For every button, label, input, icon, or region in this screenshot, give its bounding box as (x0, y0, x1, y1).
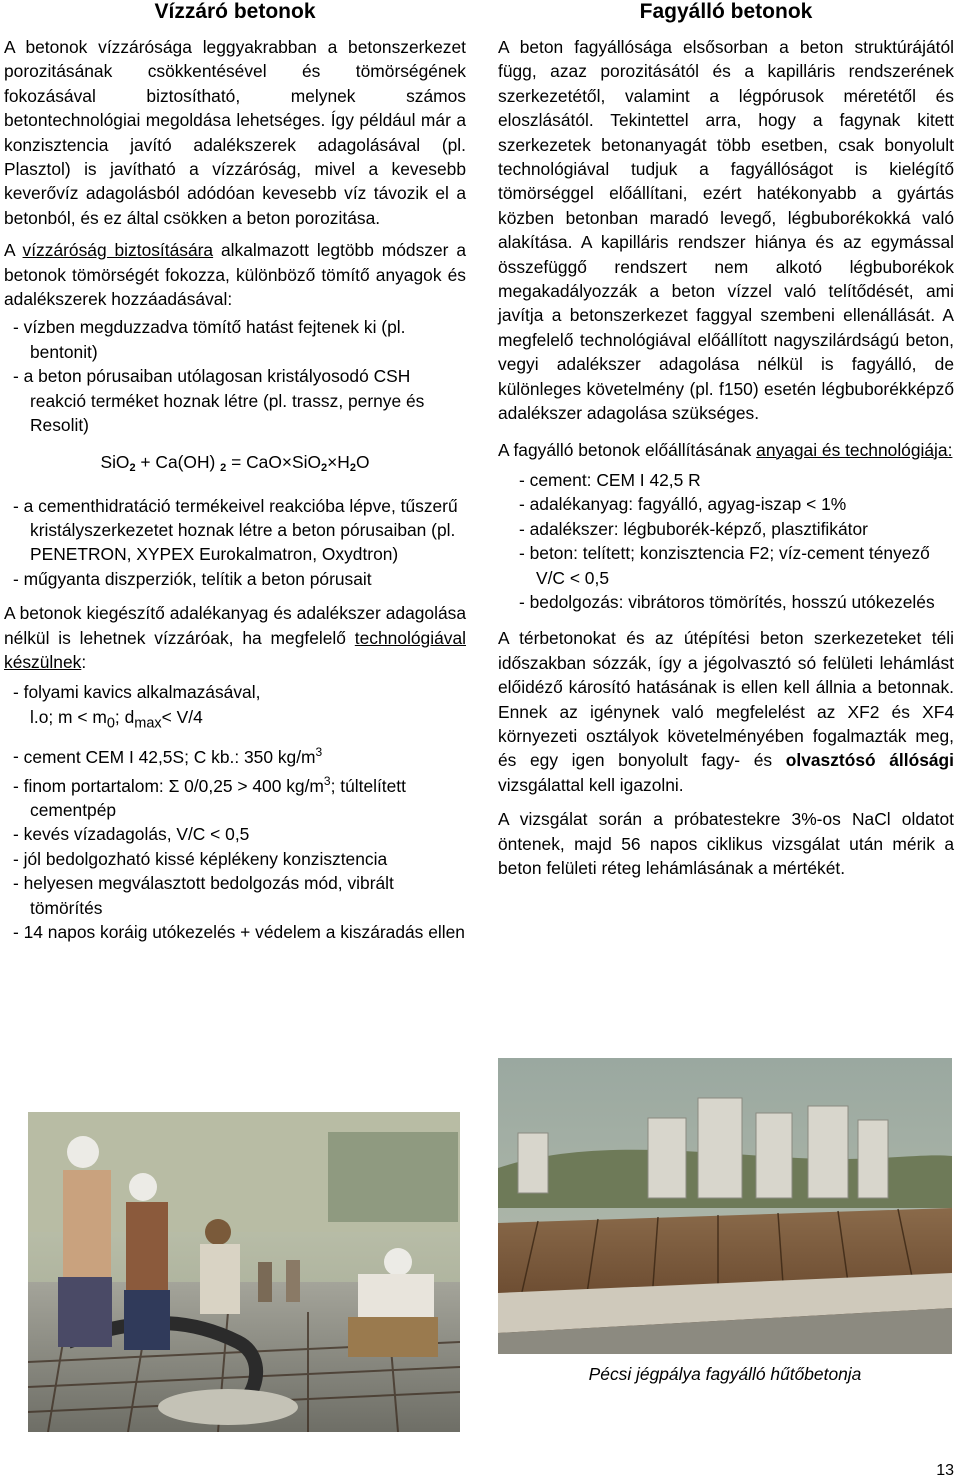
list-item: - adalékanyag: fagyálló, agyag-iszap < 1% (498, 492, 954, 516)
list-item: - vízben megduzzadva tömítő hatást fejtenek ki (pl. bentonit) (4, 315, 466, 364)
methods-list (4, 315, 466, 437)
technology-list (4, 680, 466, 944)
underlined-term: anyagai és technológiája: (756, 439, 953, 460)
list-item: - cement: CEM I 42,5 R (498, 468, 954, 492)
photo-concrete-pouring (28, 1112, 460, 1432)
photo-concrete-pouring-image (28, 1112, 460, 1432)
list-item: - kevés vízadagolás, V/C < 0,5 (4, 822, 466, 846)
section-title-vizzaro: Vízzáró betonok (154, 0, 316, 23)
chemical-formula: SiO$_2$ + Ca(OH) $_2 = CaO\times SiO_2\times H_2O$ (100, 451, 370, 474)
page-number: 13 (936, 1462, 954, 1479)
underlined-term: vízzáróság biztosítására (22, 240, 214, 261)
list-item: - folyami kavics alkalmazásával, l.o; $m < m_0$; $d_{max}< V/4$ (4, 680, 466, 735)
paragraph-intro: A betonok vízzárósága leggyakrabban a betonszerkezet porozitásának csökkentésével és tömörségének fokozásával biztosítható, melynek számos betontechnológiai megoldása lehetséges. Így például már a konzisztencia javító adalékszerek adagolásával (pl. Plasztol) is javítható a vízzáróság, mivel a kevesebb keverővíz adagolásból adódóan kevesebb víz távozik el a betonból, és ez által csökken a beton porozitása. (4, 37, 466, 228)
list-item: - beton: telített; konzisztencia F2; víz-cement tényező V/C < 0,5 (498, 541, 954, 590)
paragraph-deicing: A térbetonokat és az útépítési beton szerkezeteket téli időszakban sózzák, így a jégolvasztó só felületi lehámlást előidéző károsító hatásának is ellen kell állnia a betonnak. Ennek az igénynek való megfelelést az XF2 és XF4 környezeti osztályok követelményében fogalmazták meg, és egy igen bonyolult fagy- és olvasztósó állósági vizsgálattal kell igazolni. (498, 628, 954, 795)
photo-ice-rink (498, 1058, 952, 1354)
photo-caption: Pécsi jégpálya fagyálló hűtőbetonja (588, 1364, 862, 1384)
list-item: - helyesen megválasztott bedolgozás mód, vibrált tömörítés (4, 871, 466, 920)
section-title-fagyallo: Fagyálló betonok (639, 0, 813, 23)
materials-list (498, 468, 954, 614)
list-item: - finom portartalom: Σ 0/0,25 > 400 $kg/m^3$; túltelített cementpép (4, 769, 466, 823)
paragraph-test: A vizsgálat során a próbatestekre 3%-os NaCl oldatot öntenek, majd 56 napos ciklikus vizsgálat után mérik a beton felületi réteg lehámlásának a mértékét. (498, 809, 954, 878)
paragraph-methods: A vízzáróság biztosítására alkalmazott legtöbb módszer a betonok tömörségét fokozza, különböző tömítő anyagok és adalékszerek hozzáadásával: (4, 240, 466, 310)
left-column (4, 0, 466, 944)
right-column (498, 0, 954, 880)
methods-list-continued (4, 494, 466, 592)
paragraph-materials: A fagyálló betonok előállításának anyagai és technológiája: (498, 439, 953, 460)
photo-ice-rink-image (498, 1058, 952, 1354)
bold-term: olvasztósó állósági (785, 750, 954, 771)
underlined-term: technológiával készülnek (4, 627, 466, 672)
list-item: - a cementhidratáció termékeivel reakcióba lépve, tűszerű kristályszerkezetet hoznak létre a beton pórusaiban (pl. PENETRON, XYPEX Eurokalmatron, Oxydtron) (4, 494, 466, 567)
list-item: - bedolgozás: vibrátoros tömörítés, hosszú utókezelés (498, 590, 954, 614)
list-item: - adalékszer: légbuborék-képző, plasztifikátor (498, 517, 954, 541)
list-item: - cement CEM I 42,5S; C kb.: 350 $kg/m^3$ (4, 740, 466, 769)
list-item: - 14 napos koráig utókezelés + védelem a kiszáradás ellen (4, 920, 466, 944)
list-item: - a beton pórusaiban utólagosan kristályosodó CSH reakció terméket hoznak létre (pl. trassz, pernye és Resolit) (4, 364, 466, 437)
paragraph-technology: A betonok kiegészítő adalékanyag és adalékszer adagolása nélkül is lehetnek vízzáróak, ha megfelelő technológiával készülnek: (4, 603, 466, 672)
list-item: - műgyanta diszperziók, telítik a beton pórusait (4, 567, 466, 591)
paragraph-frost-intro: A beton fagyállósága elsősorban a beton struktúrájától függ, azaz porozitásától és a kapilláris rendszerének szerkezetétől, valamint a légpórusok méretétől és eloszlásától. Tekintettel arra, hogy a fagynak kitett szerkezetek betonanyagát több esetben, csak bonyolult technológiával tudjuk a fagyállóságot is kielégítő tömörséggel előállítani, ezért hatékonyabb a gyártás közben betonban maradó levegő, légbuborékokká való alakítása. A kapilláris rendszer hiánya és az egymással összefüggő rendszert nem alkotó légbuborékok megakadályozzák a beton vízzel való telítődését, ami javítja a betonszerkezet faggyal szembeni ellenállását. A megfelelő technológiával előállított nagyszilárdságú beton, vegyi adalékszer adagolása nélkül is fagyálló, de különleges követelmény (pl. f150) esetén légbuborékképző adalékszer adagolása szükséges. (498, 37, 954, 424)
list-item: - jól bedolgozható kissé képlékeny konzisztencia (4, 847, 466, 871)
